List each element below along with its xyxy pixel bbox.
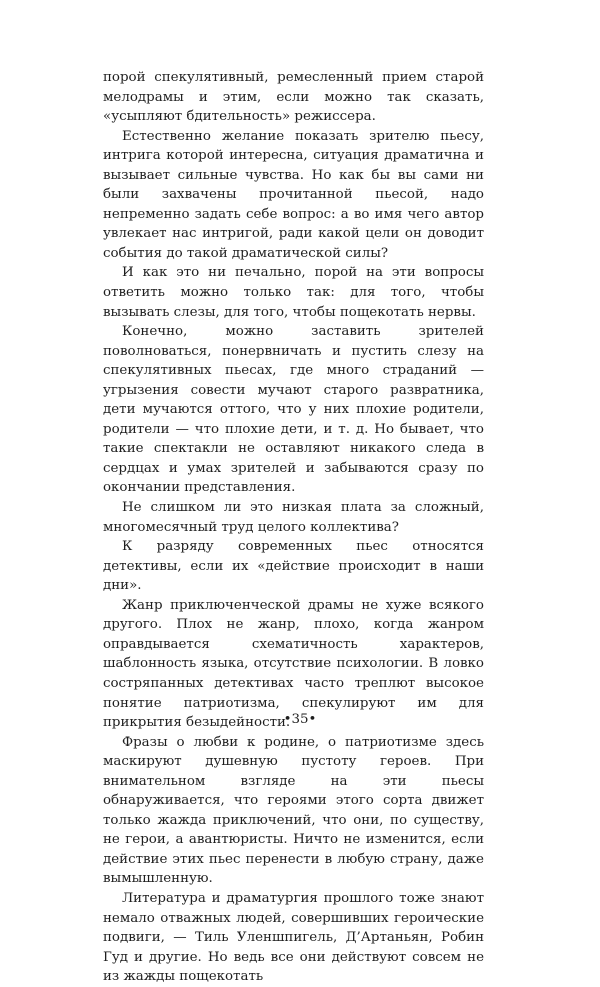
paragraph-2: Естественно желание показать зрителю пьесу, интрига которой интересна, ситуация драматична и вызывает сильные чувства. Но как бы вы сами ни были захвачены прочитанной пьесой, надо непременно задать себе вопрос: а во имя чего автор увлекает нас интригой, ради какой цели он доводит события до такой драматической силы? bbox=[103, 128, 484, 261]
paragraph-5: Не слишком ли это низкая плата за сложный, многомесячный труд целого коллектива? bbox=[103, 500, 484, 535]
paragraph-3: И как это ни печально, порой на эти вопросы ответить можно только так: для того, чтобы вызывать слезы, для того, чтобы пощекотать нервы. bbox=[103, 265, 484, 320]
paragraph-4: Конечно, можно заставить зрителей поволноваться, понервничать и пустить слезу на спекулятивных пьесах, где много страданий — угрызения совести мучают старого развратника, дети мучаются оттого, что у них плохие родители, родители — что плохие дети, и т. д. Но бывает, что такие спектакли не оставляют никакого следа в сердцах и умах зрителей и забываются сразу по окончании представления. bbox=[103, 324, 484, 496]
paragraph-7: Жанр приключенческой драмы не хуже всякого другого. Плох не жанр, плохо, когда жанром оправдывается схематичность характеров, шаблонность языка, отсутствие психологии. В ловко состряпанных детективах часто треплют высокое понятие патриотизма, спекулируют им для прикрытия безыдейности. bbox=[103, 597, 484, 731]
paragraph-9: Литература и драматургия прошлого тоже знают немало отважных людей, совершивших героические подвиги, — Тиль Уленшпигель, Д’Артаньян, Робин Гуд и другие. Но ведь все они действуют совсем не из жажды пощекотать bbox=[103, 890, 484, 985]
page-number: •35• bbox=[283, 712, 317, 727]
page-text-block bbox=[103, 68, 484, 987]
paragraph-6: К разряду современных пьес относятся детективы, если их «действие происходит в наши дни». bbox=[103, 539, 484, 594]
paragraph-8: Фразы о любви к родине, о патриотизме здесь маскируют душевную пустоту героев. При внимательном взгляде на эти пьесы обнаруживается, что героями этого сорта движет только жажда приключений, что они, по существу, не герои, а авантюристы. Ничто не изменится, если действие этих пьес перенести в любую страну, даже вымышленную. bbox=[103, 734, 484, 887]
paragraph-1: порой спекулятивный, ремесленный прием старой мелодрамы и этим, если можно так сказать, «усыпляют бдительность» режиссера. bbox=[103, 70, 484, 125]
